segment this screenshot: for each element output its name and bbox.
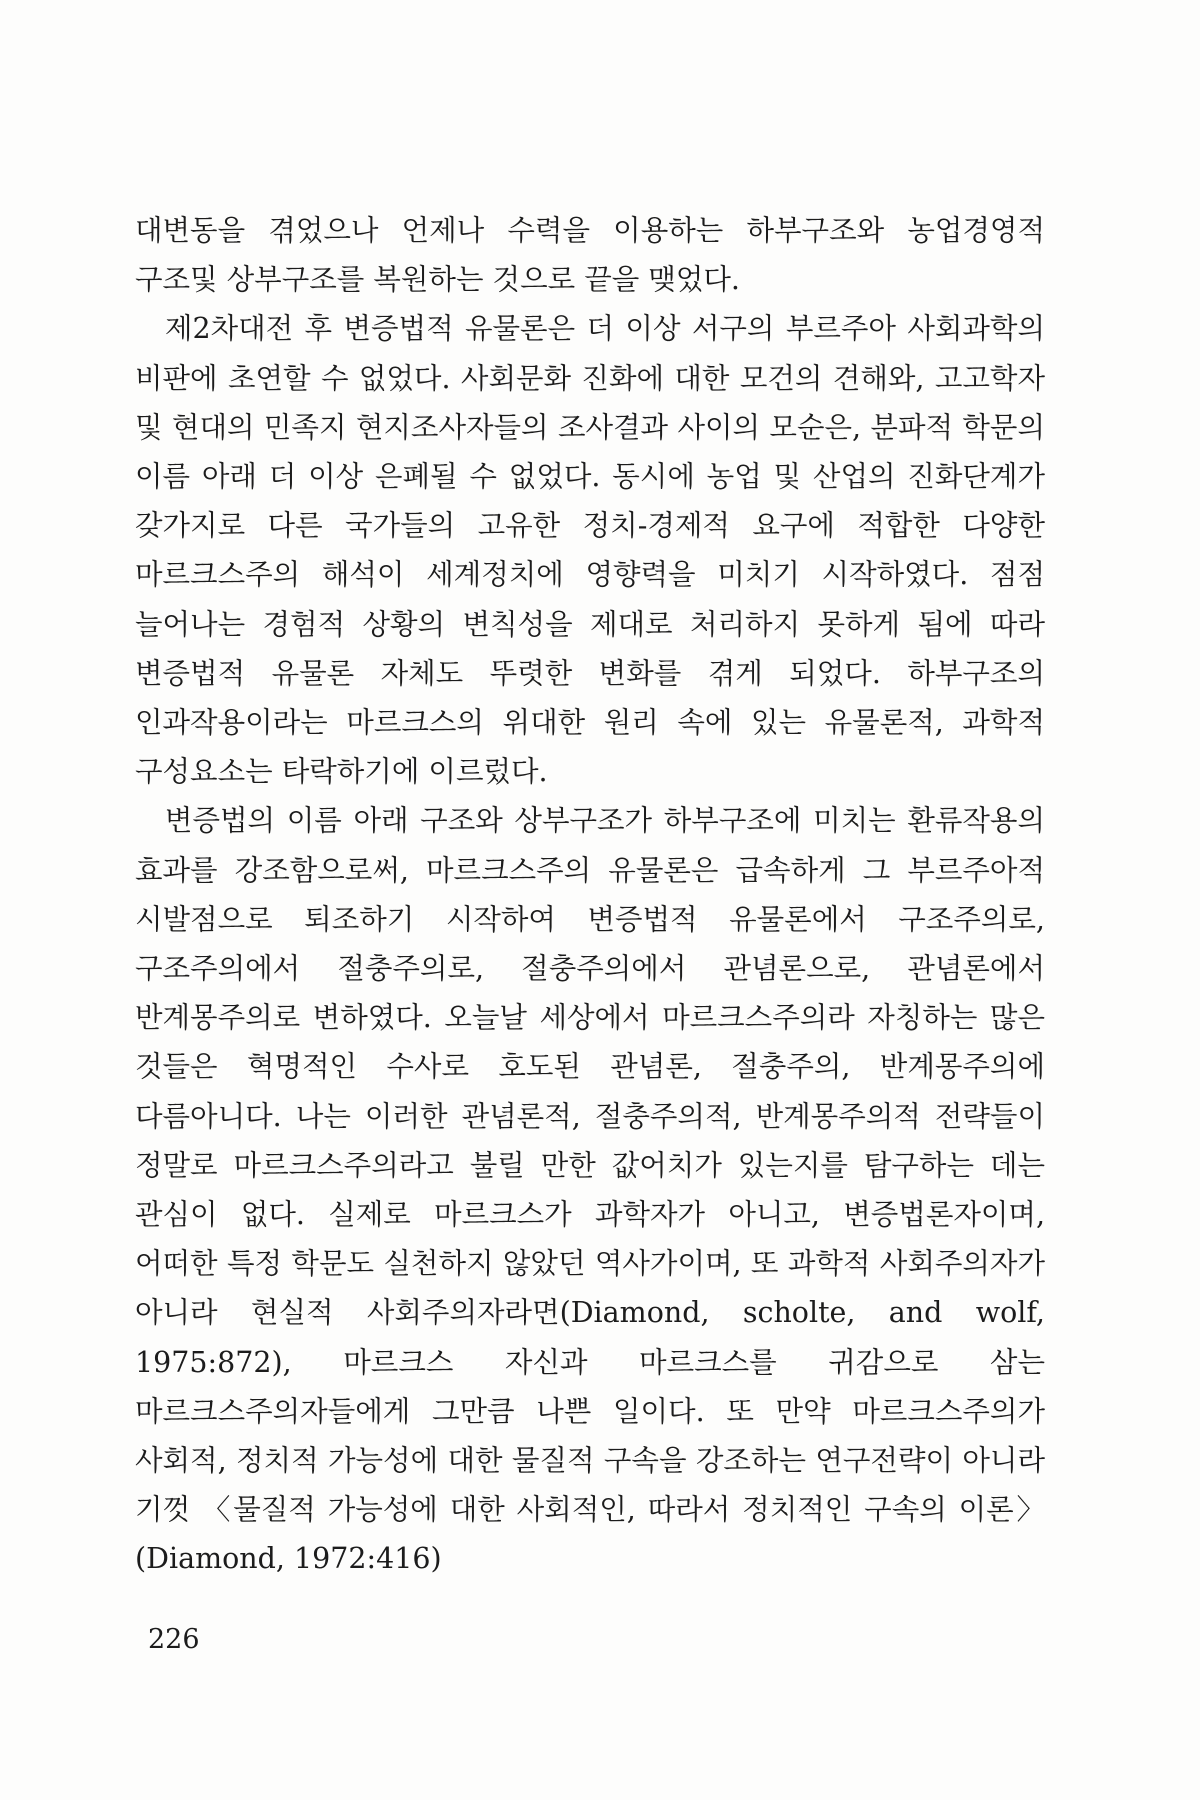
page-number: 226	[148, 1624, 200, 1655]
body-text	[135, 206, 1045, 1584]
paragraph-3: 변증법의 이름 아래 구조와 상부구조가 하부구조에 미치는 환류작용의 효과를 강조함으로써, 마르크스주의 유물론은 급속하게 그 부르주아적 시발점으로 퇴조하기 시작하여 변증법적 유물론에서 구조주의로, 구조주의에서 절충주의로, 절충주의에서 관념론으로, 관념론에서 반계몽주의로 변하였다. 오늘날 세상에서 마르크스주의라 자칭하는 많은 것들은 혁명적인 수사로 호도된 관념론, 절충주의, 반계몽주의에 다름아니다. 나는 이러한 관념론적, 절충주의적, 반계몽주의적 전략들이 정말로 마르크스주의라고 불릴 만한 값어치가 있는지를 탐구하는 데는 관심이 없다. 실제로 마르크스가 과학자가 아니고, 변증법론자이며, 어떠한 특정 학문도 실천하지 않았던 역사가이며, 또 과학적 사회주의자가 아니라 현실적 사회주의자라면(Diamond, scholte, and wolf, 1975:872), 마르크스 자신과 마르크스를 귀감으로 삼는 마르크스주의자들에게 그만큼 나쁜 일이다. 또 만약 마르크스주의가 사회적, 정치적 가능성에 대한 물질적 구속을 강조하는 연구전략이 아니라 기껏 〈물질적 가능성에 대한 사회적인, 따라서 정치적인 구속의 이론〉(Diamond, 1972:416)	[135, 804, 1045, 1576]
paragraph-1: 대변동을 겪었으나 언제나 수력을 이용하는 하부구조와 농업경영적 구조및 상부구조를 복원하는 것으로 끝을 맺었다.	[135, 214, 1045, 297]
paragraph-2: 제2차대전 후 변증법적 유물론은 더 이상 서구의 부르주아 사회과학의 비판에 초연할 수 없었다. 사회문화 진화에 대한 모건의 견해와, 고고학자 및 현대의 민족지 현지조사자들의 조사결과 사이의 모순은, 분파적 학문의 이름 아래 더 이상 은폐될 수 없었다. 동시에 농업 및 산업의 진화단계가 갖가지로 다른 국가들의 고유한 정치-경제적 요구에 적합한 다양한 마르크스주의 해석이 세계정치에 영향력을 미치기 시작하였다. 점점 늘어나는 경험적 상황의 변칙성을 제대로 처리하지 못하게 됨에 따라 변증법적 유물론 자체도 뚜렷한 변화를 겪게 되었다. 하부구조의 인과작용이라는 마르크스의 위대한 원리 속에 있는 유물론적, 과학적 구성요소는 타락하기에 이르렀다.	[135, 312, 1045, 789]
